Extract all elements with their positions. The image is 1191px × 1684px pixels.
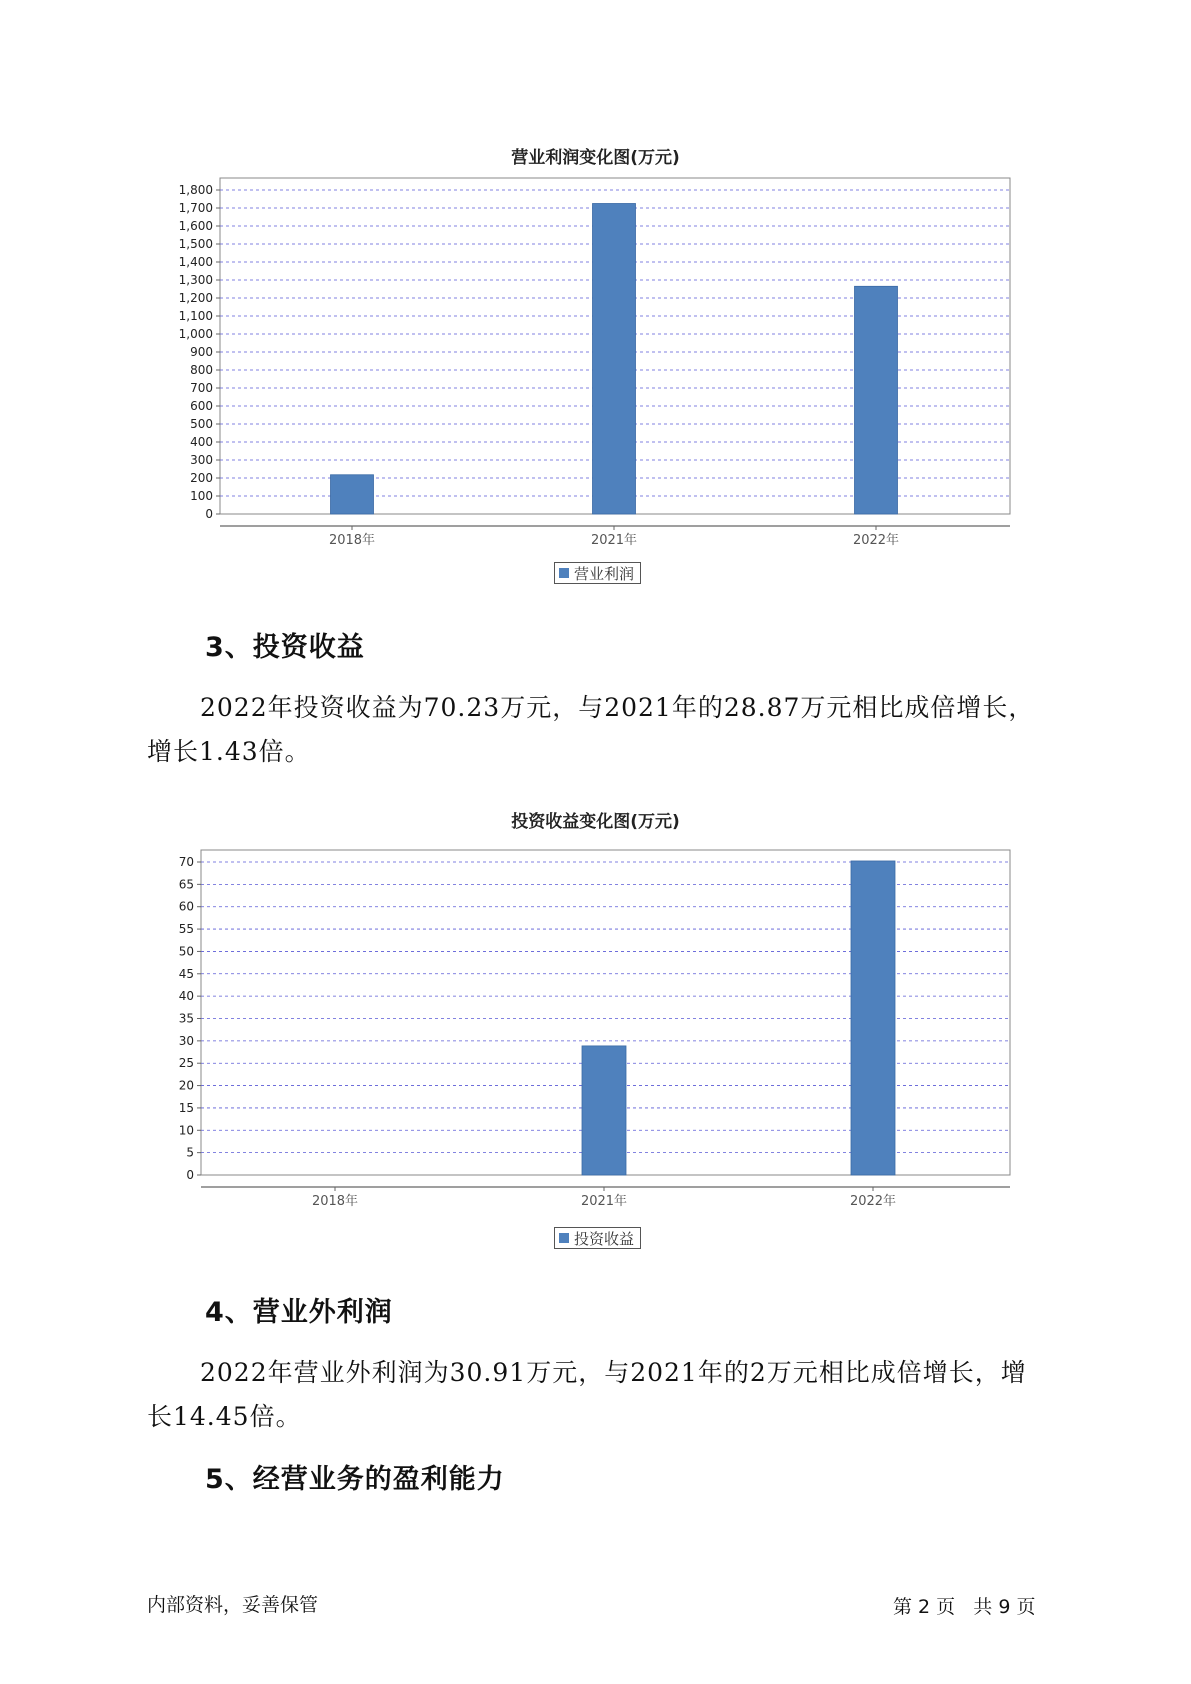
x-tick-label: 2021年: [590, 533, 638, 548]
y-tick-label: 15: [178, 1100, 194, 1115]
y-tick-label: 500: [190, 417, 213, 431]
y-tick-label: 1,400: [178, 255, 213, 269]
y-tick-label: 900: [190, 345, 213, 359]
y-tick-label: 1,700: [178, 201, 213, 215]
y-tick-label: 600: [190, 399, 213, 413]
section-3-line-2: 增长1.43倍。: [147, 737, 311, 766]
chart2-title: 投资收益变化图(万元): [511, 812, 680, 832]
section-3-line-1: 2022年投资收益为70.23万元，与2021年的28.87万元相比成倍增长，: [200, 693, 1035, 722]
section-4-line-1: 2022年营业外利润为30.91万元，与2021年的2万元相比成倍增长，增: [200, 1358, 1027, 1387]
x-tick-label: 2018年: [328, 533, 376, 548]
y-tick-label: 800: [190, 363, 213, 377]
section-4-heading: 4、营业外利润: [205, 1297, 393, 1328]
x-tick-label: 2022年: [849, 1194, 897, 1209]
x-tick-label: 2018年: [311, 1194, 359, 1209]
chart1-title: 营业利润变化图(万元): [511, 148, 680, 168]
y-tick-label: 65: [178, 877, 194, 892]
y-tick-label: 0: [186, 1168, 194, 1182]
y-tick-label: 1,300: [178, 273, 213, 287]
y-tick-label: 50: [178, 944, 194, 959]
y-tick-label: 300: [190, 453, 213, 467]
x-tick-label: 2021年: [580, 1194, 628, 1209]
y-tick-label: 1,600: [178, 219, 213, 233]
y-tick-label: 55: [178, 922, 194, 937]
y-tick-label: 1,500: [178, 237, 213, 251]
y-tick-label: 10: [178, 1123, 194, 1138]
chart1-legend-label: 营业利润: [574, 564, 635, 583]
y-tick-label: 60: [178, 899, 194, 914]
y-tick-label: 5: [186, 1145, 194, 1160]
section-4-line-2: 长14.45倍。: [147, 1402, 302, 1431]
bar-2021年: [582, 1046, 626, 1175]
y-tick-label: 200: [190, 471, 213, 485]
section-4-paragraph: [147, 1351, 1047, 1439]
bar-2022年: [851, 861, 895, 1175]
section-3-heading: 3、投资收益: [205, 632, 365, 663]
chart2-legend-label: 投资收益: [574, 1229, 635, 1248]
footer-confidential-note: 内部资料，妥善保管: [147, 1594, 319, 1616]
footer-page-number: 第 2 页 共 9 页: [893, 1596, 1036, 1618]
y-tick-label: 1,100: [178, 309, 213, 323]
y-tick-label: 400: [190, 435, 213, 449]
y-tick-label: 70: [178, 855, 194, 869]
y-tick-label: 45: [178, 966, 194, 981]
x-tick-label: 2022年: [852, 533, 900, 548]
chart2-legend: [554, 1227, 641, 1249]
y-tick-label: 30: [178, 1033, 194, 1048]
y-tick-label: 1,000: [178, 327, 213, 341]
section-5-heading: 5、经营业务的盈利能力: [205, 1464, 505, 1495]
y-tick-label: 700: [190, 381, 213, 395]
y-tick-label: 25: [178, 1056, 194, 1071]
legend-swatch-icon: [559, 1233, 569, 1243]
y-tick-label: 1,800: [178, 183, 213, 197]
y-tick-label: 40: [178, 989, 194, 1004]
y-tick-label: 100: [190, 489, 213, 503]
y-tick-label: 0: [205, 507, 213, 521]
y-tick-label: 35: [178, 1011, 194, 1026]
y-tick-label: 20: [178, 1078, 194, 1093]
y-tick-label: 1,200: [178, 291, 213, 305]
